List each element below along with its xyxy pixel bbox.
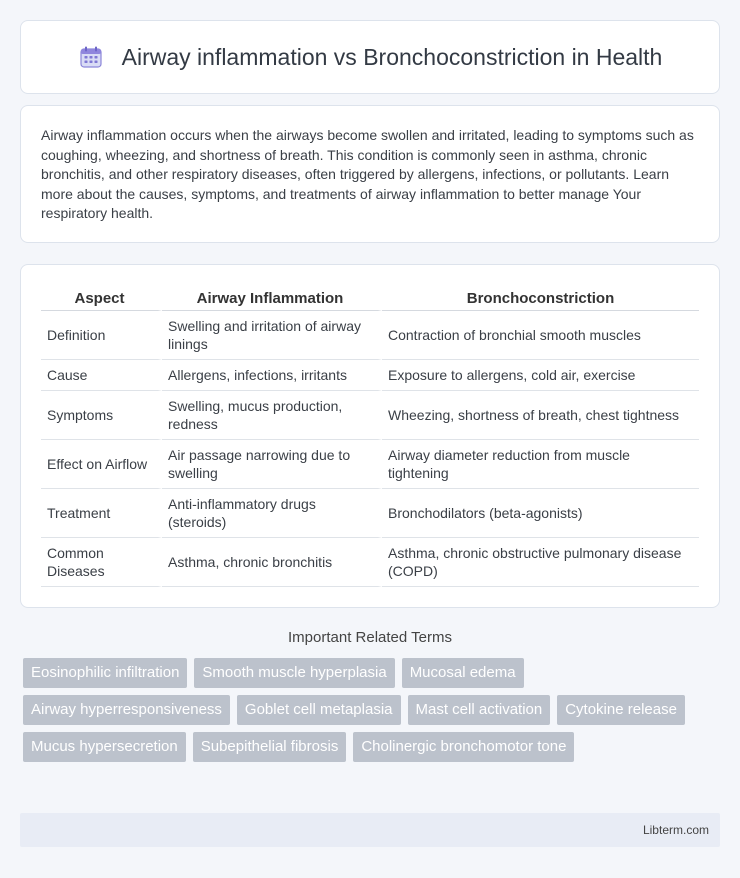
table-row [41, 489, 699, 538]
related-term-tag[interactable]: Subepithelial fibrosis [193, 732, 347, 762]
table-cell: Swelling and irritation of airway linings [162, 311, 382, 360]
table-cell: Symptoms [41, 391, 162, 440]
table-cell: Asthma, chronic obstructive pulmonary disease (COPD) [382, 538, 699, 587]
table-row [41, 440, 699, 489]
table-cell: Bronchodilators (beta-agonists) [382, 489, 699, 538]
footer-site-link[interactable]: Libterm.com [642, 823, 709, 837]
calendar-icon [78, 44, 104, 70]
table-cell: Exposure to allergens, cold air, exercise [382, 360, 699, 391]
table-cell: Air passage narrowing due to swelling [162, 440, 382, 489]
table-row [41, 311, 699, 360]
related-term-tag[interactable]: Mucus hypersecretion [23, 732, 186, 762]
table-cell: Contraction of bronchial smooth muscles [382, 311, 699, 360]
page-title: Airway inflammation vs Bronchoconstriction in Health [121, 43, 663, 70]
comparison-table-card [20, 264, 720, 608]
table-cell: Treatment [41, 489, 162, 538]
table-cell: Definition [41, 311, 162, 360]
related-terms-title: Important Related Terms [288, 629, 452, 646]
related-term-tag[interactable]: Smooth muscle hyperplasia [194, 658, 394, 688]
table-cell: Effect on Airflow [41, 440, 162, 489]
table-cell: Airway diameter reduction from muscle tightening [382, 440, 699, 489]
header-aspect: Aspect [41, 285, 162, 311]
table-cell: Swelling, mucus production, redness [162, 391, 382, 440]
table-row [41, 391, 699, 440]
header-airway-inflammation: Airway Inflammation [162, 285, 382, 311]
table-cell: Cause [41, 360, 162, 391]
table-cell: Asthma, chronic bronchitis [162, 538, 382, 587]
related-term-tag[interactable]: Mucosal edema [402, 658, 524, 688]
intro-text: Airway inflammation occurs when the airways become swollen and irritated, leading to symptoms such as coughing, wheezing, and shortness of breath. This condition is commonly seen in asthma, chronic bronchitis, and other respiratory diseases, often triggered by allergens, infections, or pollutants. Learn more about the causes, symptoms, and treatments of airway inflammation to better manage Your respiratory health. [41, 127, 694, 221]
related-term-tag[interactable]: Cytokine release [557, 695, 685, 725]
table-row [41, 360, 699, 391]
related-term-tag[interactable]: Goblet cell metaplasia [237, 695, 401, 725]
related-term-tag[interactable]: Mast cell activation [408, 695, 551, 725]
table-cell: Common Diseases [41, 538, 162, 587]
related-term-tag[interactable]: Airway hyperresponsiveness [23, 695, 230, 725]
table-cell: Allergens, infections, irritants [162, 360, 382, 391]
table-row [41, 538, 699, 587]
table-header-row [41, 285, 699, 311]
header-bronchoconstriction: Bronchoconstriction [382, 285, 699, 311]
title-card [20, 20, 720, 94]
table-cell: Wheezing, shortness of breath, chest tightness [382, 391, 699, 440]
related-term-tag[interactable]: Cholinergic bronchomotor tone [353, 732, 574, 762]
comparison-table [41, 285, 699, 587]
intro-card [20, 105, 720, 243]
table-cell: Anti-inflammatory drugs (steroids) [162, 489, 382, 538]
related-terms-list [23, 658, 720, 762]
footer [20, 813, 720, 847]
related-term-tag[interactable]: Eosinophilic infiltration [23, 658, 187, 688]
